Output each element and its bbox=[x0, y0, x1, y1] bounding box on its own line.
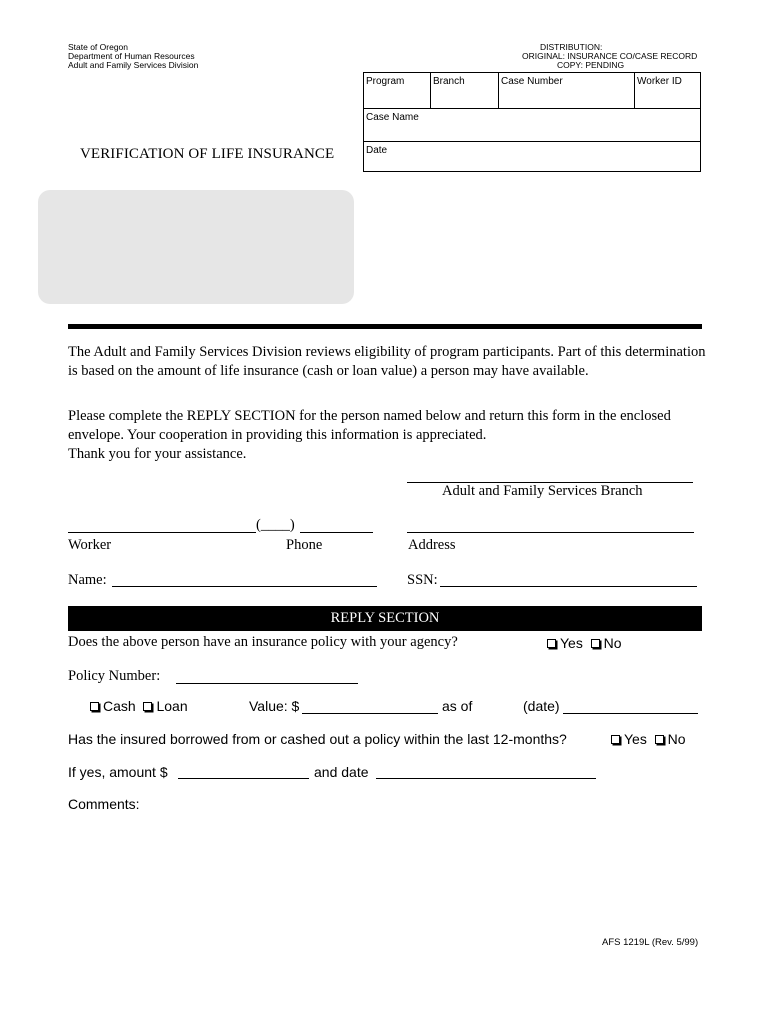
instructions-paragraph bbox=[68, 407, 708, 464]
value-line[interactable] bbox=[302, 713, 438, 714]
reply-section-heading: REPLY SECTION bbox=[68, 606, 702, 631]
borrowed-question: Has the insured borrowed from or cashed out a policy within the last 12-months? bbox=[68, 731, 567, 747]
yes-label: Yes bbox=[624, 731, 647, 747]
date-field[interactable] bbox=[364, 142, 700, 172]
thank-you-text: Thank you for your assistance. bbox=[68, 446, 247, 462]
name-line[interactable] bbox=[112, 586, 377, 587]
address-label: Address bbox=[408, 537, 456, 553]
address-line[interactable] bbox=[407, 532, 694, 533]
amount-label: If yes, amount $ bbox=[68, 764, 168, 780]
case-number-label: Case Number bbox=[501, 76, 563, 87]
policy-no-option[interactable] bbox=[591, 635, 622, 651]
checkbox-icon[interactable] bbox=[611, 735, 620, 744]
case-name-field[interactable] bbox=[364, 109, 700, 142]
cash-option[interactable] bbox=[90, 698, 136, 714]
checkbox-icon[interactable] bbox=[547, 639, 556, 648]
worker-line[interactable] bbox=[68, 532, 256, 533]
no-label: No bbox=[603, 635, 622, 651]
ssn-label: SSN: bbox=[407, 572, 438, 588]
value-type-options bbox=[90, 698, 188, 714]
date-label: Date bbox=[366, 145, 388, 156]
cash-label: Cash bbox=[103, 698, 136, 714]
phone-line[interactable] bbox=[300, 532, 373, 533]
case-row-ids bbox=[364, 73, 700, 109]
comments-label: Comments: bbox=[68, 796, 140, 812]
and-date-label: and date bbox=[314, 764, 369, 780]
agency-department: Department of Human Resources bbox=[68, 51, 195, 61]
address-window-panel bbox=[38, 190, 354, 304]
section-divider bbox=[68, 324, 702, 329]
ssn-line[interactable] bbox=[440, 586, 697, 587]
distribution-block bbox=[522, 42, 698, 70]
case-info-box bbox=[363, 72, 701, 172]
form-title: VERIFICATION OF LIFE INSURANCE bbox=[80, 146, 335, 162]
worker-id-label: Worker ID bbox=[637, 76, 682, 87]
case-name-label: Case Name bbox=[366, 112, 419, 123]
comments-area[interactable] bbox=[68, 818, 702, 928]
borrowed-answer-options bbox=[611, 731, 686, 747]
as-of-date-line[interactable] bbox=[563, 713, 698, 714]
instructions-text: Please complete the REPLY SECTION for the person named below and return this form in the enclosed envelope. Your cooperation in providing this information is appreciated. bbox=[68, 408, 671, 443]
phone-label: Phone bbox=[286, 537, 323, 553]
as-of-label: as of bbox=[442, 698, 473, 714]
checkbox-icon[interactable] bbox=[655, 735, 664, 744]
borrowed-date-line[interactable] bbox=[376, 778, 596, 779]
form-number: AFS 1219L (Rev. 5/99) bbox=[602, 937, 699, 948]
insurance-policy-question: Does the above person have an insurance policy with your agency? bbox=[68, 634, 458, 650]
amount-line[interactable] bbox=[178, 778, 309, 779]
policy-number-label: Policy Number: bbox=[68, 668, 161, 684]
worker-id-field[interactable] bbox=[634, 73, 700, 108]
borrowed-no-option[interactable] bbox=[655, 731, 686, 747]
distribution-original: ORIGINAL: INSURANCE CO/CASE RECORD bbox=[522, 51, 698, 61]
checkbox-icon[interactable] bbox=[143, 702, 152, 711]
case-number-field[interactable] bbox=[498, 73, 634, 108]
loan-option[interactable] bbox=[143, 698, 187, 714]
checkbox-icon[interactable] bbox=[591, 639, 600, 648]
program-field[interactable] bbox=[364, 73, 430, 108]
policy-answer-options bbox=[547, 635, 622, 651]
loan-label: Loan bbox=[156, 698, 188, 714]
branch-label: Branch bbox=[433, 76, 465, 87]
policy-yes-option[interactable] bbox=[547, 635, 583, 651]
borrowed-yes-option[interactable] bbox=[611, 731, 647, 747]
distribution-heading: DISTRIBUTION: bbox=[540, 42, 603, 52]
yes-label: Yes bbox=[560, 635, 583, 651]
distribution-copy: COPY: PENDING bbox=[557, 60, 625, 70]
checkbox-icon[interactable] bbox=[90, 702, 99, 711]
agency-header bbox=[68, 43, 198, 70]
policy-number-line[interactable] bbox=[176, 683, 358, 684]
value-label: Value: $ bbox=[249, 698, 300, 714]
phone-area-code[interactable]: (____) bbox=[256, 517, 295, 533]
no-label: No bbox=[667, 731, 686, 747]
branch-label: Adult and Family Services Branch bbox=[442, 483, 643, 499]
intro-paragraph: The Adult and Family Services Division reviews eligibility of program participants. Part of this determination is based on the amount of life insurance (cash or loan value) a person may have available. bbox=[68, 344, 706, 379]
program-label: Program bbox=[366, 76, 405, 87]
agency-division: Adult and Family Services Division bbox=[68, 60, 199, 70]
name-label: Name: bbox=[68, 572, 107, 588]
worker-label: Worker bbox=[68, 537, 112, 553]
date-label: (date) bbox=[523, 698, 560, 714]
branch-field[interactable] bbox=[430, 73, 498, 108]
agency-state: State of Oregon bbox=[68, 42, 129, 52]
